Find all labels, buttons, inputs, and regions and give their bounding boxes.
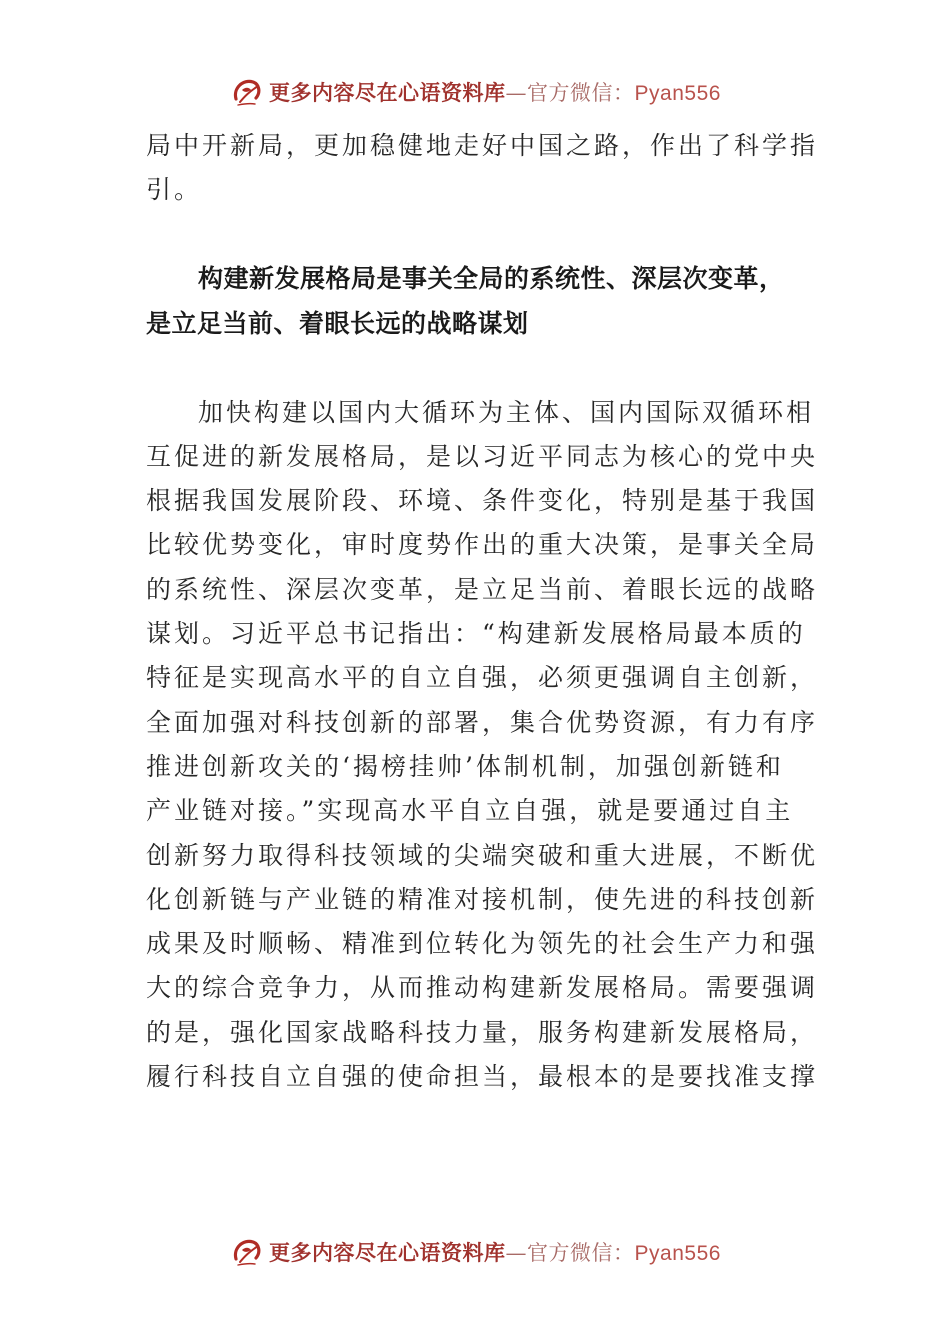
banner-wechat-id: Pyan556 bbox=[634, 82, 721, 105]
continuation-paragraph bbox=[146, 124, 819, 213]
text-line: 履行科技自立自强的使命担当，最根本的是要找准支撑 bbox=[146, 1062, 819, 1092]
text-line: 根据我国发展阶段、环境、条件变化，特别是基于我国 bbox=[146, 486, 819, 516]
brush-logo-icon bbox=[229, 1234, 265, 1270]
heading-line: 是立足当前、着眼长远的战略谋划 bbox=[146, 308, 529, 338]
text-line: 引。 bbox=[146, 175, 203, 205]
banner-wechat-label: 官方微信： bbox=[527, 81, 635, 105]
text-line: 创新努力取得科技领域的尖端突破和重大进展，不断优 bbox=[146, 840, 819, 870]
brush-logo-icon bbox=[229, 74, 265, 110]
banner-text bbox=[269, 77, 721, 107]
text-line: 全面加强对科技创新的部署，集合优势资源，有力有序 bbox=[146, 707, 819, 737]
banner-wechat-label: 官方微信： bbox=[527, 1241, 635, 1265]
text-line: 化创新链与产业链的精准对接机制，使先进的科技创新 bbox=[146, 884, 819, 914]
text-line: 谋划。习近平总书记指出：“构建新发展格局最本质的 bbox=[146, 619, 806, 649]
document-body bbox=[146, 124, 819, 1099]
text-line: 局中开新局，更加稳健地走好中国之路，作出了科学指 bbox=[146, 131, 819, 160]
footer-banner bbox=[0, 1232, 950, 1272]
banner-library-text: 更多内容尽在心语资料库 bbox=[269, 80, 506, 105]
text-line: 的系统性、深层次变革，是立足当前、着眼长远的战略 bbox=[146, 574, 819, 604]
banner-wechat-id: Pyan556 bbox=[634, 1242, 721, 1265]
section-heading bbox=[146, 256, 814, 346]
header-banner bbox=[0, 72, 950, 112]
text-line: 成果及时顺畅、精准到位转化为领先的社会生产力和强 bbox=[146, 929, 819, 959]
text-line: 加快构建以国内大循环为主体、国内国际双循环相 bbox=[198, 397, 815, 427]
text-line: 的是，强化国家战略科技力量，服务构建新发展格局， bbox=[146, 1017, 819, 1047]
banner-library-text: 更多内容尽在心语资料库 bbox=[269, 1240, 506, 1265]
text-line: 产业链对接。”实现高水平自立自强，就是要通过自主 bbox=[146, 796, 794, 826]
banner-text bbox=[269, 1237, 721, 1267]
heading-line: 构建新发展格局是事关全局的系统性、深层次变革， bbox=[198, 263, 785, 293]
text-line: 大的综合竞争力，从而推动构建新发展格局。需要强调 bbox=[146, 973, 819, 1003]
body-paragraph bbox=[146, 391, 819, 1100]
text-line: 比较优势变化，审时度势作出的重大决策，是事关全局 bbox=[146, 530, 819, 560]
banner-dash: — bbox=[505, 1241, 528, 1265]
text-line: 互促进的新发展格局，是以习近平同志为核心的党中央 bbox=[146, 441, 819, 471]
text-line: 特征是实现高水平的自立自强，必须更强调自主创新， bbox=[146, 663, 819, 693]
text-line: 推进创新攻关的‘揭榜挂帅’体制机制，加强创新链和 bbox=[146, 751, 784, 781]
banner-dash: — bbox=[505, 81, 528, 105]
